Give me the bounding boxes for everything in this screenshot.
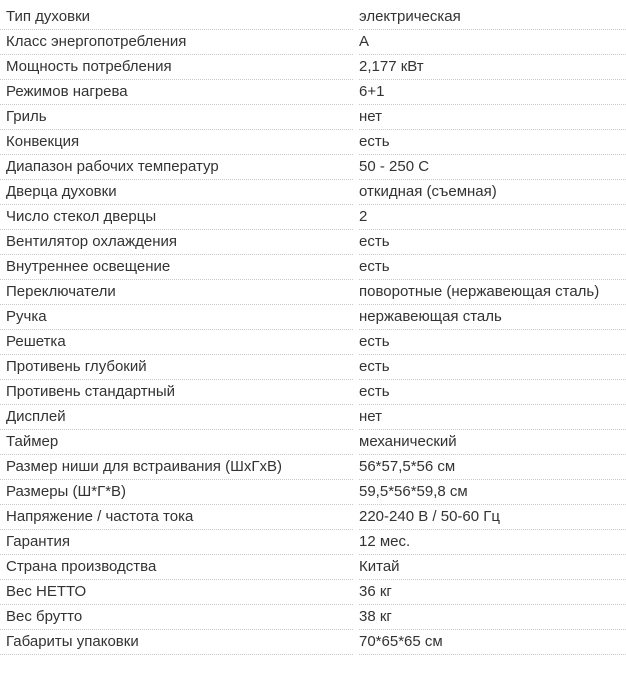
spec-value: есть xyxy=(359,332,626,355)
spec-label: Размер ниши для встраивания (ШхГхВ) xyxy=(0,457,353,480)
spec-value: 56*57,5*56 см xyxy=(359,457,626,480)
spec-label: Класс энергопотребления xyxy=(0,32,353,55)
spec-row xyxy=(0,230,626,255)
spec-value: Китай xyxy=(359,557,626,580)
spec-value: есть xyxy=(359,382,626,405)
spec-label: Габариты упаковки xyxy=(0,632,353,655)
spec-label: Вес брутто xyxy=(0,607,353,630)
spec-value: 36 кг xyxy=(359,582,626,605)
spec-label: Дверца духовки xyxy=(0,182,353,205)
spec-label: Гарантия xyxy=(0,532,353,555)
spec-value: 70*65*65 см xyxy=(359,632,626,655)
spec-row xyxy=(0,605,626,630)
spec-table xyxy=(0,5,626,655)
spec-label: Мощность потребления xyxy=(0,57,353,80)
spec-label: Решетка xyxy=(0,332,353,355)
spec-value: 2 xyxy=(359,207,626,230)
spec-row xyxy=(0,455,626,480)
spec-row xyxy=(0,555,626,580)
spec-row xyxy=(0,380,626,405)
spec-value: откидная (съемная) xyxy=(359,182,626,205)
spec-value: есть xyxy=(359,257,626,280)
spec-value: механический xyxy=(359,432,626,455)
spec-label: Вес НЕТТО xyxy=(0,582,353,605)
spec-row xyxy=(0,280,626,305)
spec-value: 38 кг xyxy=(359,607,626,630)
spec-label: Переключатели xyxy=(0,282,353,305)
spec-row xyxy=(0,205,626,230)
spec-row xyxy=(0,5,626,30)
spec-label: Вентилятор охлаждения xyxy=(0,232,353,255)
spec-row xyxy=(0,530,626,555)
spec-label: Ручка xyxy=(0,307,353,330)
spec-row xyxy=(0,155,626,180)
spec-label: Напряжение / частота тока xyxy=(0,507,353,530)
spec-value: есть xyxy=(359,357,626,380)
spec-label: Противень стандартный xyxy=(0,382,353,405)
spec-row xyxy=(0,180,626,205)
spec-value: электрическая xyxy=(359,7,626,30)
spec-label: Страна производства xyxy=(0,557,353,580)
spec-row xyxy=(0,130,626,155)
spec-label: Противень глубокий xyxy=(0,357,353,380)
spec-row xyxy=(0,105,626,130)
spec-label: Дисплей xyxy=(0,407,353,430)
spec-value: нержавеющая сталь xyxy=(359,307,626,330)
spec-value: нет xyxy=(359,107,626,130)
spec-row xyxy=(0,505,626,530)
spec-value: 2,177 кВт xyxy=(359,57,626,80)
spec-label: Тип духовки xyxy=(0,7,353,30)
spec-value: 220-240 В / 50-60 Гц xyxy=(359,507,626,530)
spec-row xyxy=(0,430,626,455)
spec-value: 6+1 xyxy=(359,82,626,105)
spec-value: 59,5*56*59,8 см xyxy=(359,482,626,505)
spec-value: есть xyxy=(359,132,626,155)
spec-value: 50 - 250 С xyxy=(359,157,626,180)
spec-label: Диапазон рабочих температур xyxy=(0,157,353,180)
spec-row xyxy=(0,630,626,655)
spec-row xyxy=(0,80,626,105)
spec-label: Конвекция xyxy=(0,132,353,155)
spec-row xyxy=(0,255,626,280)
spec-value: 12 мес. xyxy=(359,532,626,555)
spec-row xyxy=(0,580,626,605)
spec-label: Внутреннее освещение xyxy=(0,257,353,280)
spec-row xyxy=(0,480,626,505)
spec-label: Число стекол дверцы xyxy=(0,207,353,230)
spec-row xyxy=(0,405,626,430)
spec-label: Размеры (Ш*Г*В) xyxy=(0,482,353,505)
spec-row xyxy=(0,305,626,330)
spec-value: A xyxy=(359,32,626,55)
spec-row xyxy=(0,330,626,355)
spec-value: нет xyxy=(359,407,626,430)
spec-row xyxy=(0,355,626,380)
spec-label: Гриль xyxy=(0,107,353,130)
spec-value: поворотные (нержавеющая сталь) xyxy=(359,282,626,305)
spec-row xyxy=(0,55,626,80)
spec-value: есть xyxy=(359,232,626,255)
spec-label: Таймер xyxy=(0,432,353,455)
spec-label: Режимов нагрева xyxy=(0,82,353,105)
spec-row xyxy=(0,30,626,55)
